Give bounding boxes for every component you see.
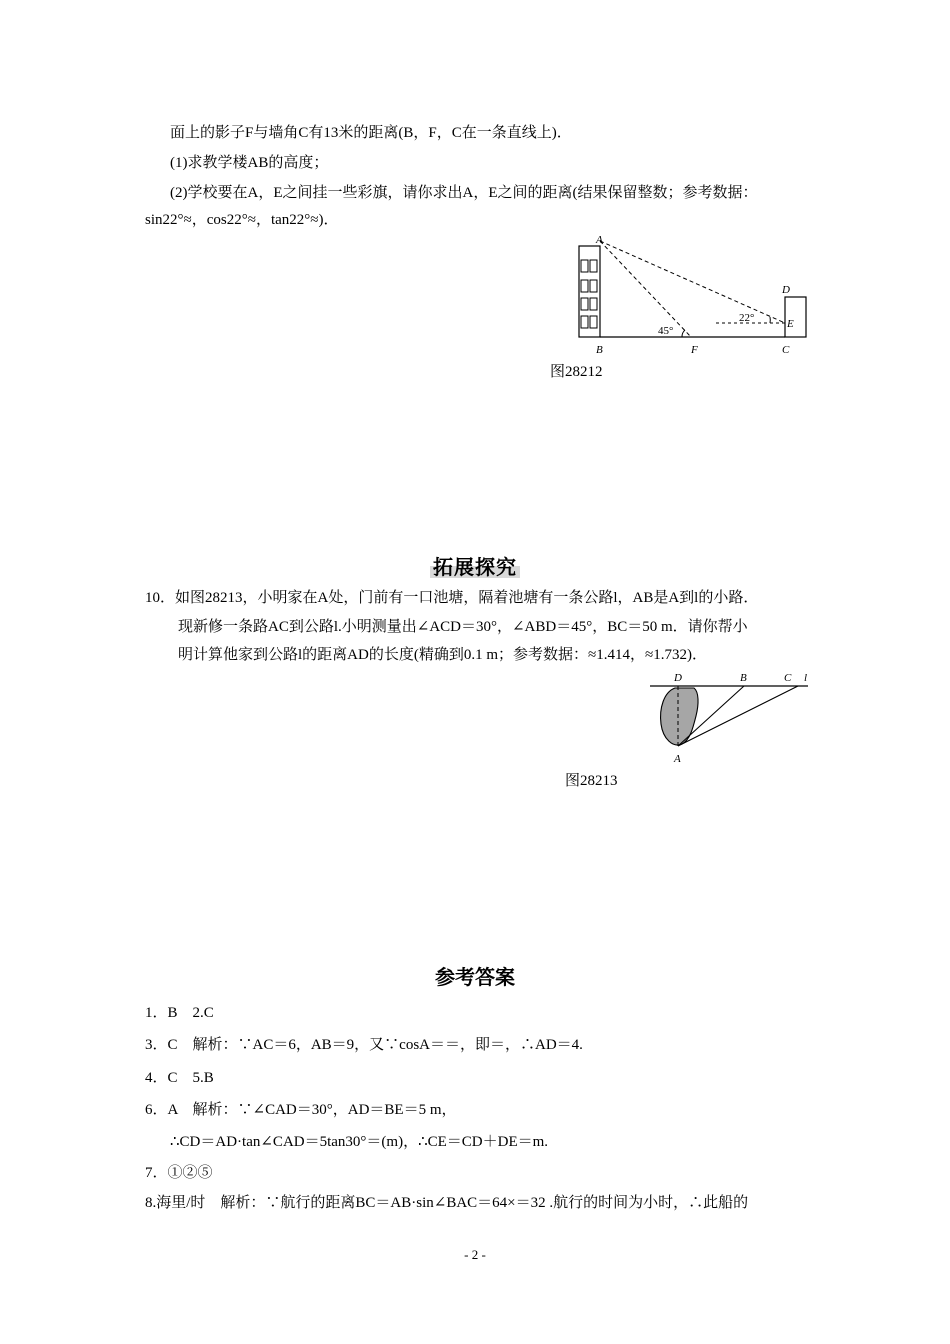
label-f: F xyxy=(691,344,698,356)
page-number: - 2 - xyxy=(464,1247,486,1262)
problem9-question2-cont: sin22°≈，cos22°≈，tan22°≈)． xyxy=(145,212,339,228)
answer-3: 3．C 解析：∵AC＝6，AB＝9，又∵cosA＝＝，即＝，∴AD＝4. xyxy=(145,1037,583,1053)
shadow-line-af xyxy=(600,241,691,337)
label-c: C xyxy=(782,344,790,356)
answer-7: 7．①②⑤ xyxy=(145,1165,213,1181)
label-b: B xyxy=(596,344,603,356)
problem9-line1: 面上的影子F与墙角C有13米的距离(B，F，C在一条直线上)． xyxy=(170,125,572,141)
label-a: A xyxy=(674,753,681,765)
label-d: D xyxy=(782,284,790,296)
label-e: E xyxy=(787,318,794,330)
building-windows xyxy=(581,260,597,328)
label-l: l xyxy=(804,672,808,684)
problem9-question1: (1)求教学楼AB的高度； xyxy=(170,155,329,171)
figure-28212-caption: 图28212 xyxy=(550,364,603,380)
sight-line-ae xyxy=(600,241,785,323)
label-d: D xyxy=(674,672,682,684)
label-angle-22: 22° xyxy=(739,312,755,324)
wall-cd xyxy=(785,297,806,337)
figure-28213 xyxy=(640,666,820,768)
problem9-question2: (2)学校要在A，E之间挂一些彩旗，请你求出A，E之间的距离(结果保留整数；参考数据： xyxy=(170,185,758,201)
answer-8: 8.海里/时 解析：∵航行的距离BC＝AB·sin∠BAC＝64×＝32 .航行的时间为小时，∴此船的 xyxy=(145,1195,749,1211)
label-angle-45: 45° xyxy=(658,325,674,337)
problem10-line3: 明计算他家到公路l的距离AD的长度(精确到0.1 m；参考数据：≈1.414，≈1.732)． xyxy=(178,647,707,663)
angle-45-arc xyxy=(682,330,685,337)
pond xyxy=(661,688,698,745)
answer-6-cont: ∴CD＝AD·tan∠CAD＝5tan30°＝(m)，∴CE＝CD＋DE＝m. xyxy=(170,1134,549,1150)
problem10-line1: 10．如图28213，小明家在A处，门前有一口池塘，隔着池塘有一条公路l，AB是A到l的小路． xyxy=(145,590,759,606)
answers-title: 参考答案 xyxy=(435,965,515,989)
section-title-banner xyxy=(425,555,525,579)
answer-6: 6．A 解析：∵∠CAD＝30°，AD＝BE＝5 m， xyxy=(145,1102,457,1118)
label-b: B xyxy=(740,672,747,684)
problem10-line2: 现新修一条路AC到公路l.小明测量出∠ACD＝30°，∠ABD＝45°，BC＝50 m．请你帮小 xyxy=(178,619,748,635)
label-c: C xyxy=(784,672,792,684)
label-a: A xyxy=(596,234,603,246)
figure-28213-caption: 图28213 xyxy=(565,773,618,789)
figure-28212 xyxy=(570,232,815,357)
answer-4-5: 4．C 5.B xyxy=(145,1070,214,1086)
answer-1-2: 1．B 2.C xyxy=(145,1005,214,1021)
section-title: 拓展探究 xyxy=(433,555,517,579)
